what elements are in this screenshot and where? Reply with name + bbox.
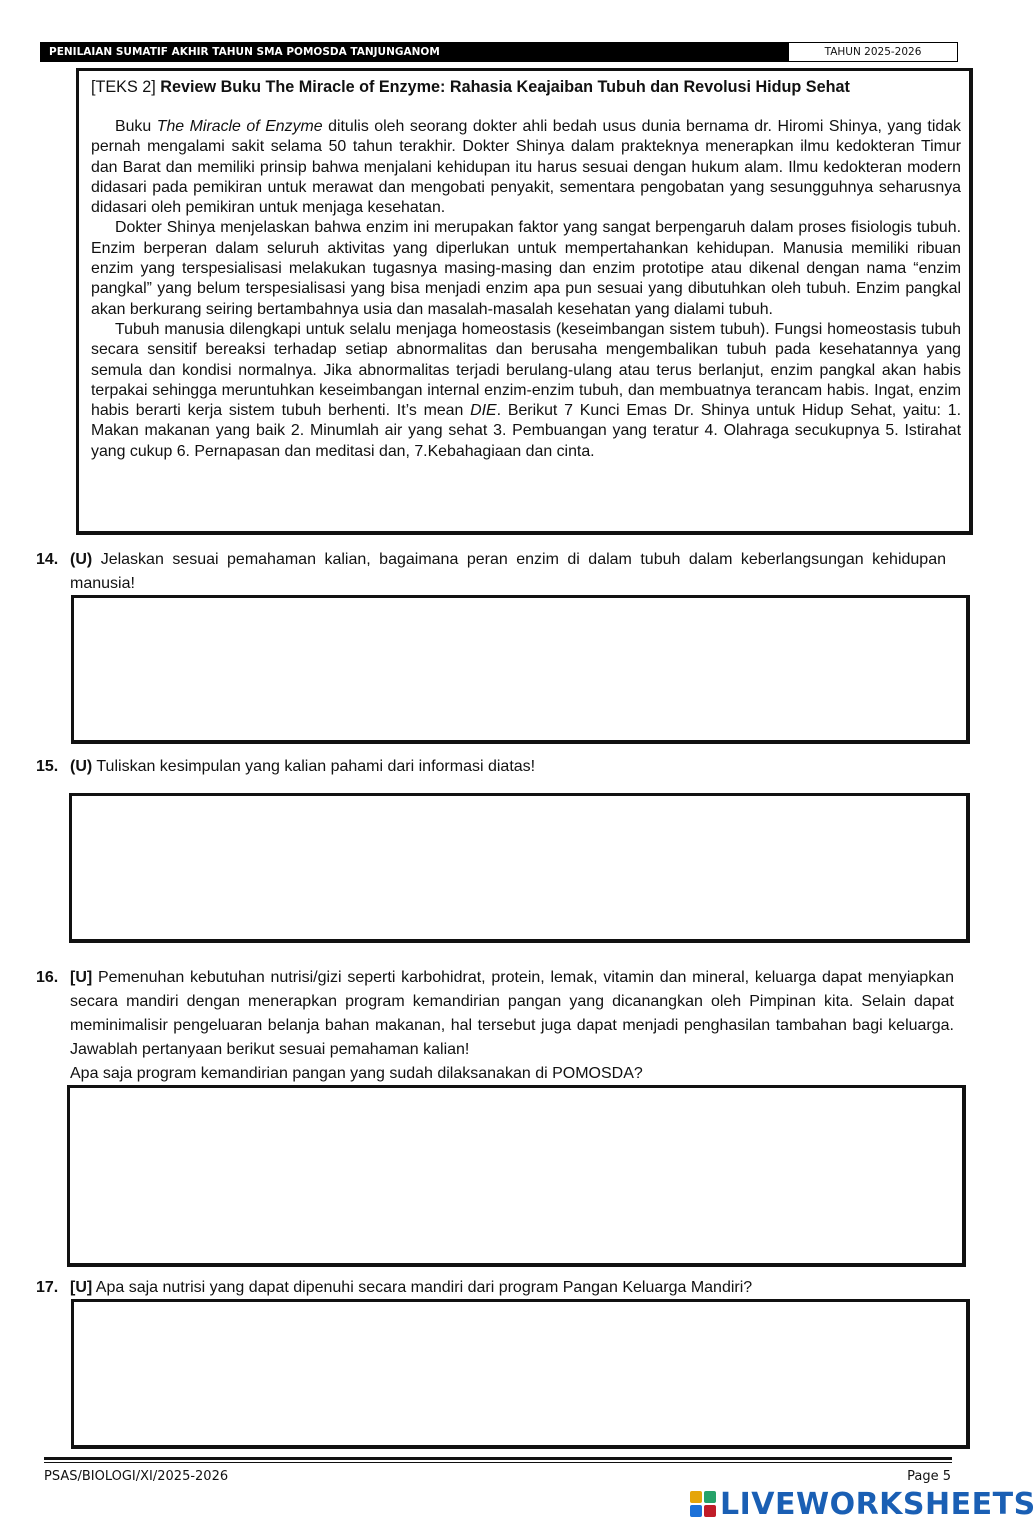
header-year: TAHUN 2025-2026 (824, 46, 922, 58)
answer-box-15[interactable] (69, 793, 970, 943)
reading-label: [TEKS 2] (91, 78, 156, 96)
reading-heading: Review Buku The Miracle of Enzyme: Rahasia Keajaiban Tubuh dan Revolusi Hidup Sehat (160, 78, 850, 96)
paragraph-3: Tubuh manusia dilengkapi untuk selalu menjaga homeostasis (keseimbangan sistem tubuh). Fungsi homeostasis tubuh secara sensitif bereaksi terhadap setiap abnormalitas dan berusaha mengembalikan tubuh pada kesehatannya yang semula dan kondisi normalnya. Jika abnormalitas terjadi berulang-ulang atau terus berlanjut, enzim pangkal akan habis terpakai sehingga meruntuhkan keseimbangan internal enzim-enzim tubuh, dan membuatnya terancam habis. Ingat, enzim habis berarti kerja sistem tubuh berhenti. It’s mean DIE. Berikut 7 Kunci Emas Dr. Shinya untuk Hidup Sehat, yaitu: 1. Makan makanan yang baik 2. Minumlah air yang sehat 3. Pembuangan yang teratur 4. Olahraga secukupnya 5. Istirahat yang cukup 6. Pernapasan dan meditasi dan, 7.Kebahagiaan dan cinta. (91, 320, 961, 460)
page-number: Page 5 (907, 1469, 951, 1484)
liveworksheets-icon (690, 1491, 716, 1517)
question-number: 15. (36, 758, 59, 775)
answer-box-14[interactable] (71, 595, 970, 744)
brand-name: LIVEWORKSHEETS (720, 1486, 1036, 1522)
question-15 (36, 755, 946, 779)
question-text: (U) Jelaskan sesuai pemahaman kalian, bagaimana peran enzim di dalam tubuh dalam keberlangsungan kehidupan manusia! (70, 551, 946, 592)
question-text: [U] Apa saja nutrisi yang dapat dipenuhi secara mandiri dari program Pangan Keluarga Mandiri? (70, 1279, 753, 1296)
die-word: DIE (470, 402, 497, 420)
question-number: 14. (36, 551, 59, 568)
answer-box-17[interactable] (71, 1299, 970, 1449)
question-text: (U) Tuliskan kesimpulan yang kalian pahami dari informasi diatas! (70, 758, 536, 775)
reading-body (91, 117, 961, 462)
question-17 (36, 1276, 946, 1300)
liveworksheets-logo[interactable] (690, 1487, 1036, 1521)
footer-code: PSAS/BIOLOGI/XI/2025-2026 (44, 1469, 229, 1484)
reading-text-box (76, 68, 973, 535)
book-title: The Miracle of Enzyme (156, 118, 323, 135)
footer-rule-thin (44, 1462, 952, 1463)
footer-rule (44, 1457, 952, 1460)
page-header (40, 42, 958, 62)
question-14 (36, 548, 946, 596)
question-text: [U] Pemenuhan kebutuhan nutrisi/gizi seperti karbohidrat, protein, lemak, vitamin dan mineral, keluarga dapat menyiapkan secara mandiri dengan menerapkan program kemandirian pangan yang dicanangkan oleh Pimpinan kita. Selain dapat meminimalisir pengeluaran belanja bahan makanan, hal tersebut juga dapat menjadi penghasilan tambahan bagi keluarga. Jawablah pertanyaan berikut sesuai pemahaman kalian! Apa saja program kemandirian pangan yang sudah dilaksanakan di POMOSDA? (70, 969, 954, 1082)
paragraph-2: Dokter Shinya menjelaskan bahwa enzim ini merupakan faktor yang sangat berpengaruh dalam proses fisiologis tubuh. Enzim berperan dalam seluruh aktivitas yang diperlukan untuk mempertahankan kehidupan. Manusia memiliki ribuan enzim yang terspesialisasi melakukan tugasnya masing-masing dan enzim prototipe atau dikenal dengan nama “enzim pangkal” yang belum terspesialisasi yang bisa menjadi enzim apa pun sesuai yang dibutuhkan oleh tubuh. Enzim pangkal akan berkurang seiring bertambahnya usia dan masalah-masalah kesehatan yang dialami tubuh. (91, 219, 961, 318)
reading-title (91, 77, 961, 97)
question-16-sub: Apa saja program kemandirian pangan yang sudah dilaksanakan di POMOSDA? (70, 1065, 643, 1082)
answer-box-16[interactable] (67, 1085, 966, 1267)
header-title: PENILAIAN SUMATIF AKHIR TAHUN SMA POMOSDA TANJUNGANOM (41, 43, 789, 61)
question-16 (36, 966, 956, 1086)
question-number: 16. (36, 969, 59, 986)
question-number: 17. (36, 1279, 59, 1296)
paragraph-1: Buku The Miracle of Enzyme ditulis oleh seorang dokter ahli bedah usus dunia bernama dr. Hiromi Shinya, yang tidak pernah mengalami sakit selama 50 tahun terakhir. Dokter Shinya dalam prakteknya menerapkan ilmu kedokteran Timur dan Barat dan memiliki prinsip bahwa menjalani kehidupan itu harus sesuai dengan hukum alam. Ilmu kedokteran modern didasari pada pemikiran untuk merawat dan mengobati penyakit, sementara pengobatan yang sesungguhnya seharusnya didasari oleh pemikiran untuk menjaga kesehatan. (91, 118, 961, 217)
